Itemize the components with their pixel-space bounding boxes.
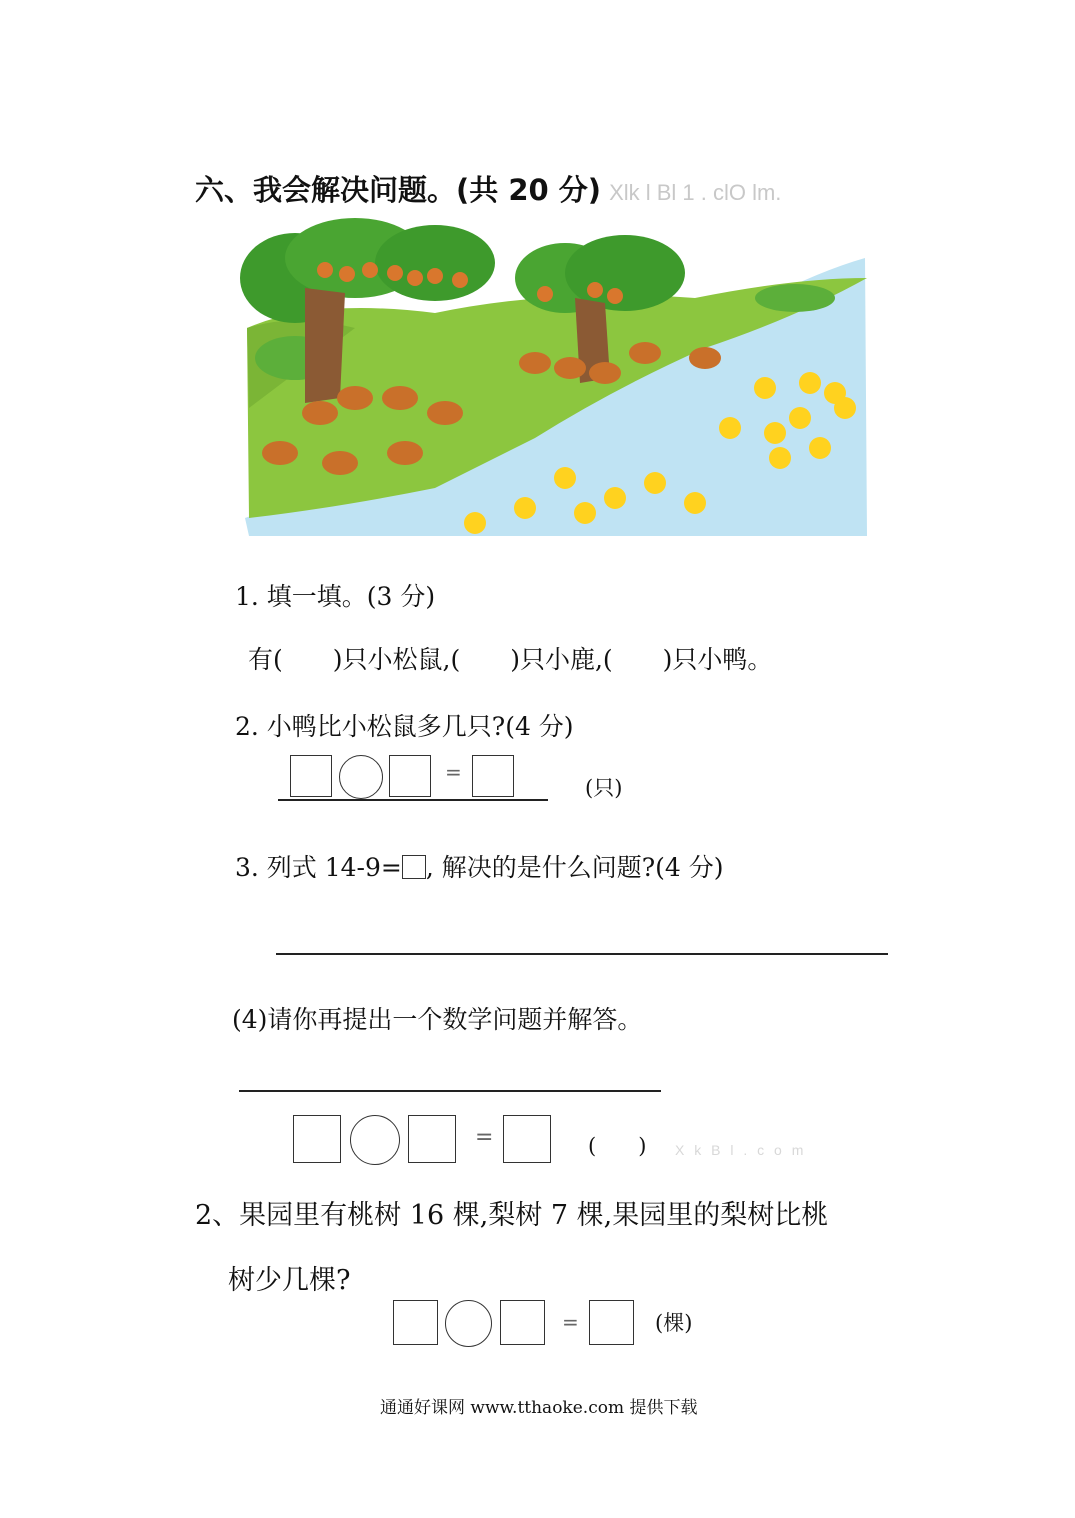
unit-label: (只) bbox=[585, 776, 623, 800]
answer-box-2[interactable] bbox=[408, 1115, 456, 1163]
problem-2-line-1: 2、果园里有桃树 16 棵,梨树 7 棵,果园里的梨树比桃 bbox=[195, 1200, 829, 1231]
question-3-label-b: , 解决的是什么问题?(4 分) bbox=[425, 853, 724, 882]
question-1-label: 1. 填一填。(3 分) bbox=[235, 582, 436, 611]
section-title-text: 六、我会解决问题。(共 20 分) bbox=[195, 173, 602, 207]
question-2-label: 2. 小鸭比小松鼠多几只?(4 分) bbox=[235, 712, 574, 741]
underline bbox=[278, 799, 548, 801]
operator-circle[interactable] bbox=[350, 1115, 400, 1165]
answer-box-1[interactable] bbox=[393, 1300, 438, 1345]
unit-label: (棵) bbox=[655, 1311, 693, 1335]
tree-trunk-left bbox=[305, 288, 345, 403]
question-3-label-a: 3. 列式 14-9= bbox=[235, 853, 402, 882]
answer-box-inline[interactable] bbox=[402, 855, 426, 879]
footer-text: 通通好课网 www.tthaoke.com 提供下载 bbox=[380, 1398, 698, 1418]
section-title bbox=[195, 168, 781, 209]
watermark-text: X k B l . c o m bbox=[675, 1142, 807, 1158]
equals-sign: = bbox=[475, 1125, 494, 1150]
unit-label: ( ) bbox=[588, 1134, 647, 1158]
answer-box-result[interactable] bbox=[503, 1115, 551, 1163]
answer-box-1[interactable] bbox=[290, 755, 332, 797]
problem-2-line-2: 树少几棵? bbox=[228, 1265, 351, 1296]
question-4-label: (4)请你再提出一个数学问题并解答。 bbox=[232, 1005, 643, 1034]
answer-line-q4[interactable] bbox=[239, 1090, 661, 1092]
question-1-sentence: 有( )只小松鼠,( )只小鹿,( )只小鸭。 bbox=[248, 645, 773, 674]
answer-box-1[interactable] bbox=[293, 1115, 341, 1163]
question-3-label bbox=[235, 848, 724, 884]
forest-scene-illustration bbox=[235, 218, 875, 546]
operator-circle[interactable] bbox=[445, 1300, 492, 1347]
equals-sign: = bbox=[562, 1310, 579, 1334]
answer-box-result[interactable] bbox=[589, 1300, 634, 1345]
answer-line-q3[interactable] bbox=[276, 953, 888, 955]
watermark-text: Xlk l Bl 1 . clO lm. bbox=[609, 180, 782, 205]
equals-sign: = bbox=[445, 760, 462, 784]
operator-circle[interactable] bbox=[339, 755, 383, 799]
answer-box-2[interactable] bbox=[500, 1300, 545, 1345]
answer-box-2[interactable] bbox=[389, 755, 431, 797]
answer-box-result[interactable] bbox=[472, 755, 514, 797]
